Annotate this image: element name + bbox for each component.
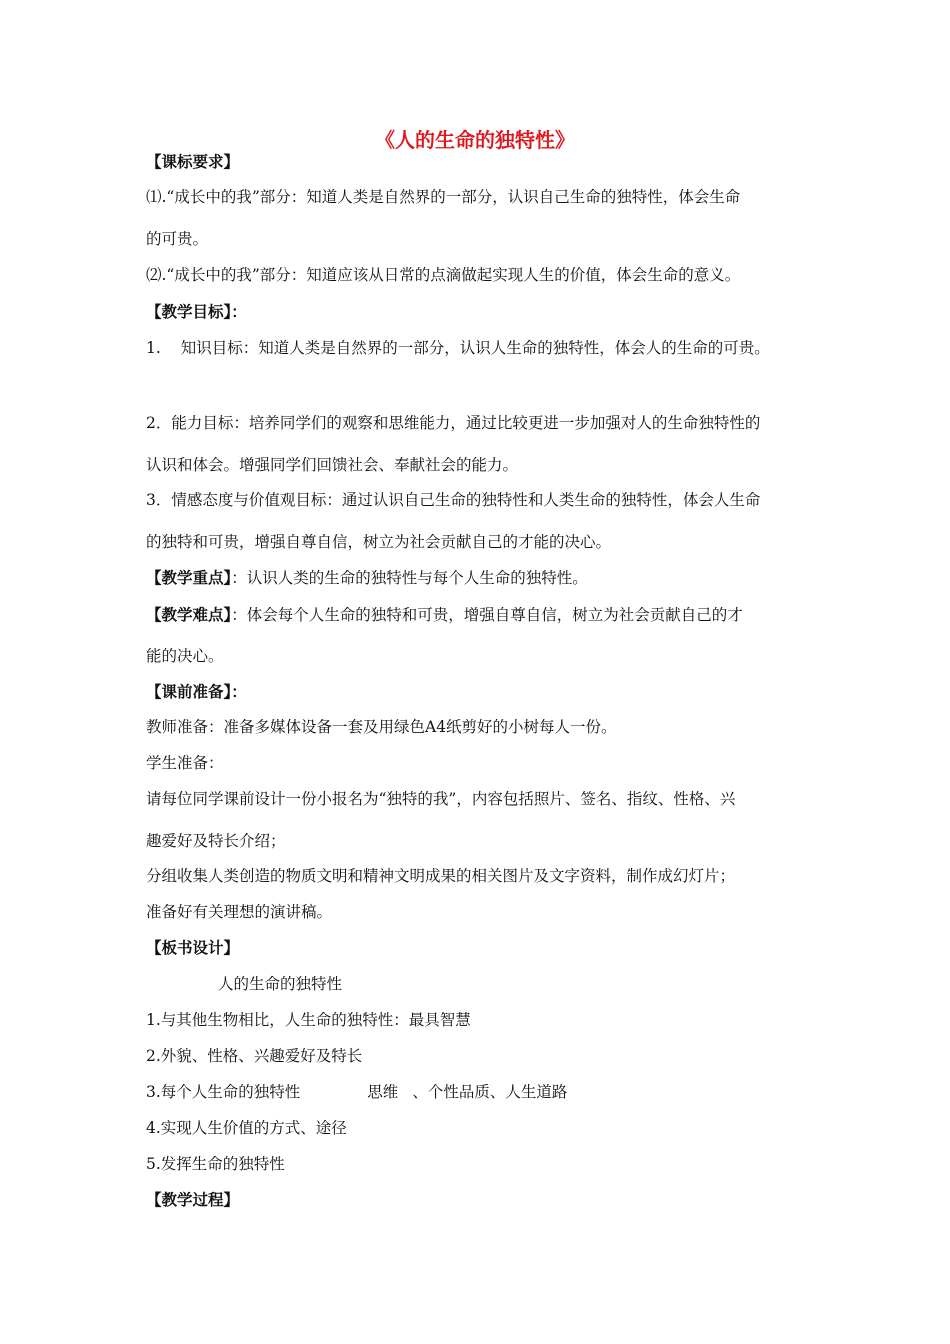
student-prep-1-line-1: 请每位同学课前设计一份小报名为“独特的我”，内容包括照片、签名、指纹、性格、兴 [146,790,736,808]
board-heading: 【板书设计】 [146,939,240,957]
goal-1-number: 1. [146,339,161,357]
goal-3-line-1: 3．情感态度与价值观目标：通过认识自己生命的独特性和人类生命的独特性，体会人生命 [146,491,761,509]
difficult-point-line-2: 能的决心。 [146,647,224,665]
board-item-2: 2.外貌、性格、兴趣爱好及特长 [146,1047,363,1065]
student-prep-2: 分组收集人类创造的物质文明和精神文明成果的相关图片及文字资料，制作成幻灯片； [146,867,736,885]
goal-2-line-2: 认识和体会。增强同学们回馈社会、奉献社会的能力。 [146,456,519,474]
teacher-prep: 教师准备：准备多媒体设备一套及用绿色A4纸剪好的小树每人一份。 [146,718,617,736]
board-item-1: 1.与其他生物相比，人生命的独特性：最具智慧 [146,1011,471,1029]
board-item-3-middle: 思维 [367,1083,399,1101]
key-point-heading: 【教学重点】 [146,569,232,587]
prep-heading-colon: ： [231,683,247,701]
goal-1-text: 知识目标：知道人类是自然界的一部分，认识人生命的独特性，体会人的生命的可贵。 [180,339,770,357]
process-heading: 【教学过程】 [146,1191,240,1209]
board-item-5: 5.发挥生命的独特性 [146,1155,285,1173]
goals-heading-line [146,302,247,322]
board-subtitle: 人的生命的独特性 [218,975,343,993]
goals-heading: 【教学目标】 [146,303,232,321]
student-prep-1-line-2: 趣爱好及特长介绍； [146,832,286,850]
goal-2-line-1: 2．能力目标：培养同学们的观察和思维能力，通过比较更进一步加强对人的生命独特性的 [146,414,761,432]
difficult-point-heading: 【教学难点】 [146,606,232,624]
prep-heading-line [146,682,247,702]
board-item-3 [146,1082,567,1102]
difficult-point-text: ：体会每个人生命的独特和可贵，增强自尊自信，树立为社会贡献自己的才 [231,606,743,624]
curriculum-line-3: ⑵.“成长中的我”部分：知道应该从日常的点滴做起实现人生的价值，体会生命的意义。 [146,266,741,284]
curriculum-heading: 【课标要求】 [146,153,240,171]
student-prep-label: 学生准备： [146,754,224,772]
board-item-3-left: 3.每个人生命的独特性 [146,1083,301,1101]
document-title: 《人的生命的独特性》 [375,128,575,152]
goal-1 [146,338,770,358]
key-point-text: ：认识人类的生命的独特性与每个人生命的独特性。 [231,569,588,587]
board-item-3-right: 、个性品质、人生道路 [412,1083,568,1101]
key-point-line [146,568,588,588]
difficult-point-line-1 [146,605,743,625]
curriculum-line-1: ⑴.“成长中的我”部分：知道人类是自然界的一部分，认识自己生命的独特性，体会生命 [146,188,741,206]
student-prep-3: 准备好有关理想的演讲稿。 [146,903,333,921]
board-item-4: 4.实现人生价值的方式、途径 [146,1119,347,1137]
prep-heading: 【课前准备】 [146,683,232,701]
goals-heading-colon: ： [231,303,247,321]
curriculum-line-2: 的可贵。 [146,230,209,248]
goal-3-line-2: 的独特和可贵，增强自尊自信，树立为社会贡献自己的才能的决心。 [146,533,612,551]
